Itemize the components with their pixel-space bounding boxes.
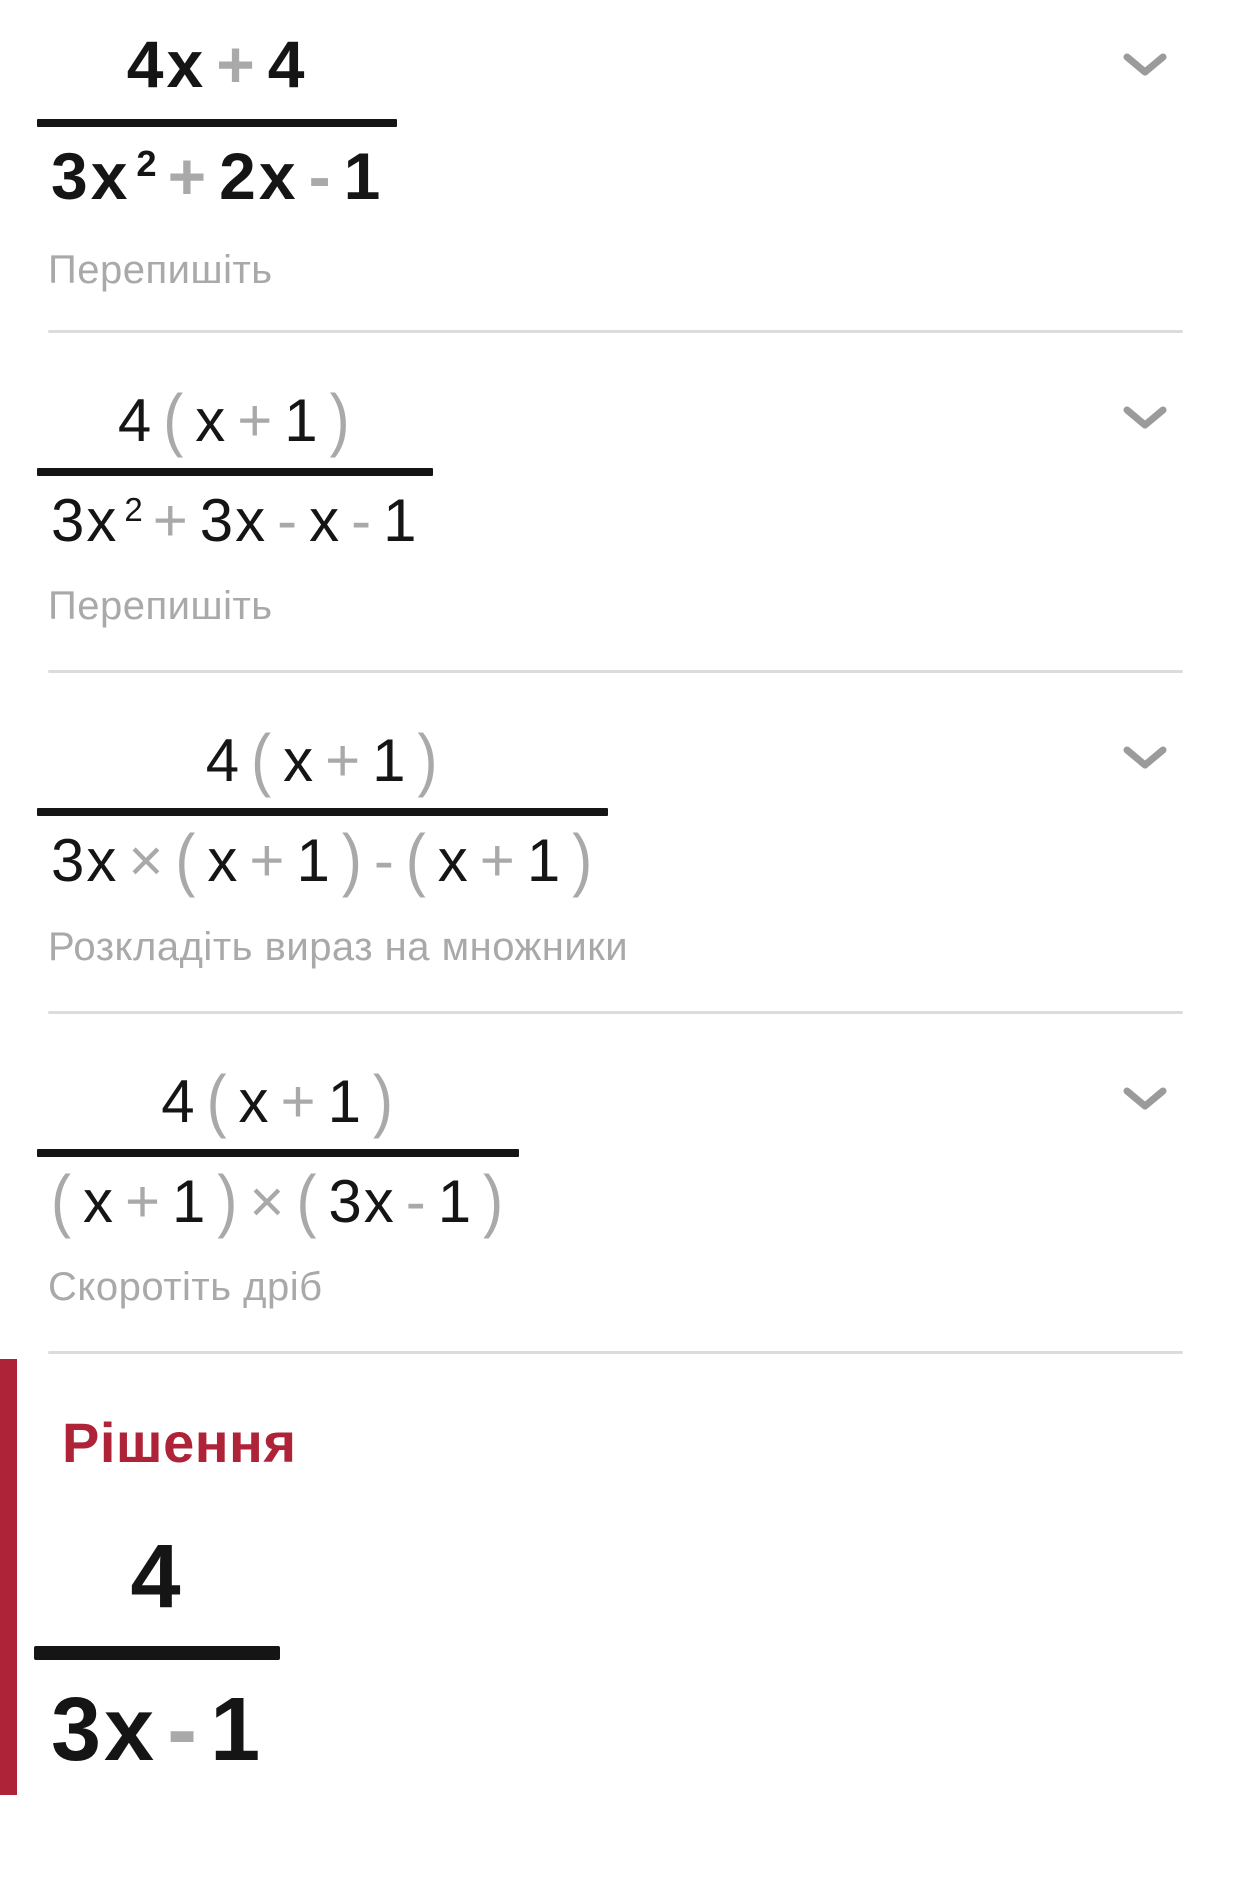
fraction-numerator [156,1061,400,1139]
fraction-bar [37,468,433,476]
fraction [46,720,599,899]
math-token: ( [251,720,274,799]
math-token: 1 [526,827,563,895]
superscript-token: 2 [124,490,145,528]
step-caption: Перепишіть [48,247,273,292]
math-token: ) [341,820,364,899]
fraction-bar [34,1646,280,1660]
math-token: 4 [130,1526,184,1627]
solution-fraction [46,1527,268,1781]
chevron-down-icon[interactable] [1122,50,1168,80]
math-token: x [437,827,470,895]
math-token: + [152,487,190,554]
math-token: 1 [284,386,320,454]
fraction-bar [37,119,397,127]
solution-section [0,1354,1242,1781]
solution-title: Рішення [62,1410,297,1474]
math-token: 3x [51,827,119,895]
fraction-denominator [46,820,599,899]
math-token: ( [296,1161,319,1240]
math-token: + [237,386,275,454]
fraction-denominator [46,1161,510,1240]
math-token: ) [329,380,352,459]
math-token: 4 [267,27,308,101]
math-token: ) [417,720,440,799]
math-token: + [216,27,258,101]
fraction-denominator [46,1680,268,1781]
fraction-numerator [122,28,313,102]
math-token: ) [372,1061,395,1139]
math-token: 1 [437,1167,474,1235]
math-token: - [308,138,334,213]
math-token: 3x [51,1679,158,1780]
math-token: 1 [372,727,408,795]
step-caption: Перепишіть [48,584,273,629]
math-token: x [283,727,316,795]
fraction [46,380,424,554]
math-token: + [124,1167,163,1235]
math-token: ( [51,1161,73,1240]
math-token: × [128,827,166,895]
chevron-down-icon[interactable] [1122,1084,1168,1114]
fraction-numerator [201,720,445,799]
math-token: + [479,827,517,895]
math-token: 1 [296,827,332,895]
math-token: 3x [328,1167,396,1235]
math-token: 3x [51,138,131,213]
fraction-numerator [126,1527,189,1628]
chevron-down-icon[interactable] [1122,403,1168,433]
fraction [46,1061,510,1240]
solver-step-2 [0,333,1242,673]
math-token: x [207,827,240,895]
math-token: ) [572,820,595,899]
math-token: - [373,827,396,895]
fraction-denominator [46,140,388,214]
math-token: 1 [210,1679,264,1780]
fraction [46,28,388,214]
math-token: ( [163,380,186,459]
fraction-numerator [113,380,357,459]
math-token: x [82,1167,115,1235]
math-token: ) [217,1161,240,1240]
solver-step-1 [0,0,1242,333]
superscript-token: 2 [136,143,160,185]
math-token: - [167,1679,201,1780]
math-token: x [195,386,228,454]
math-token: 4 [205,727,242,795]
math-token: - [351,487,374,554]
math-token: + [280,1067,318,1135]
math-token: x [309,487,342,554]
math-token: ( [405,820,428,899]
math-token: + [249,827,287,895]
math-token: × [249,1167,287,1235]
math-token: 3x [199,487,268,554]
fraction-denominator [46,487,424,554]
math-token: 1 [343,138,384,213]
math-token: + [325,727,363,795]
step-caption: Скоротіть дріб [48,1264,323,1309]
math-token: 4 [161,1067,197,1135]
solution-accent-bar [0,1359,17,1795]
math-token: 3x [51,487,119,554]
fraction-bar [37,808,608,816]
math-token: x [238,1067,271,1135]
math-token: ( [206,1061,229,1139]
math-token: 4x [126,27,207,101]
math-token: 1 [383,487,419,554]
fraction-bar [37,1149,519,1157]
math-token: ( [175,820,198,899]
math-token: 1 [172,1167,208,1235]
math-token: - [277,487,300,554]
math-token: 2x [219,138,299,213]
math-token: ) [483,1161,506,1240]
chevron-down-icon[interactable] [1122,743,1168,773]
math-token: 1 [327,1067,363,1135]
math-token: + [167,138,210,213]
solver-step-3 [0,673,1242,1013]
step-caption: Розкладіть вираз на множники [48,924,629,969]
math-token: - [405,1167,428,1235]
math-token: 4 [117,386,154,454]
solver-step-4 [0,1014,1242,1354]
